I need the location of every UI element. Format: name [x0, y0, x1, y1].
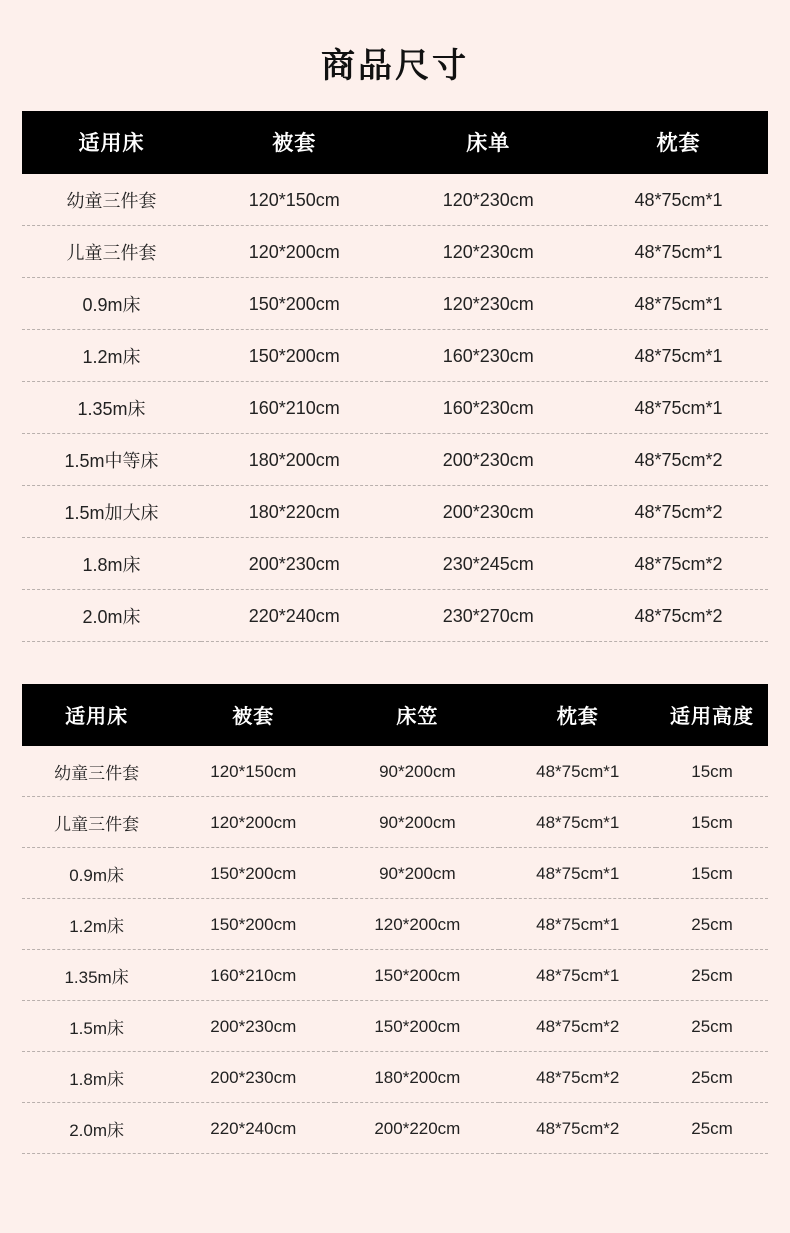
cell-quilt-cover: 150*200cm — [171, 848, 335, 899]
table-row — [22, 1001, 768, 1052]
table-row — [22, 848, 768, 899]
cell-quilt-cover: 180*200cm — [201, 434, 388, 486]
size-table-1-body — [22, 174, 768, 642]
cell-bed-type: 1.2m床 — [22, 330, 201, 382]
cell-quilt-cover: 150*200cm — [201, 330, 388, 382]
table-row — [22, 1052, 768, 1103]
cell-bed-type: 1.8m床 — [22, 1052, 171, 1103]
cell-quilt-cover: 200*230cm — [201, 538, 388, 590]
cell-applicable-height: 15cm — [656, 797, 768, 848]
cell-quilt-cover: 160*210cm — [201, 382, 388, 434]
table-row — [22, 174, 768, 226]
cell-bed-sheet: 120*230cm — [388, 174, 589, 226]
cell-pillowcase: 48*75cm*1 — [499, 797, 656, 848]
column-header-quilt-cover: 被套 — [201, 111, 388, 174]
cell-fitted-sheet: 180*200cm — [335, 1052, 499, 1103]
table-row — [22, 486, 768, 538]
size-table-1-head — [22, 111, 768, 174]
cell-bed-type: 儿童三件套 — [22, 226, 201, 278]
cell-pillowcase: 48*75cm*1 — [589, 174, 768, 226]
table-row — [22, 590, 768, 642]
table-row — [22, 278, 768, 330]
cell-applicable-height: 25cm — [656, 950, 768, 1001]
table-row — [22, 382, 768, 434]
table-row — [22, 226, 768, 278]
cell-quilt-cover: 200*230cm — [171, 1052, 335, 1103]
table-row — [22, 899, 768, 950]
cell-quilt-cover: 120*200cm — [171, 797, 335, 848]
cell-fitted-sheet: 150*200cm — [335, 1001, 499, 1052]
table-row — [22, 797, 768, 848]
cell-fitted-sheet: 90*200cm — [335, 848, 499, 899]
cell-pillowcase: 48*75cm*2 — [589, 538, 768, 590]
cell-pillowcase: 48*75cm*2 — [589, 590, 768, 642]
cell-bed-sheet: 160*230cm — [388, 330, 589, 382]
column-header-fitted-sheet: 床笠 — [335, 684, 499, 746]
cell-bed-type: 1.5m加大床 — [22, 486, 201, 538]
table-header-row — [22, 684, 768, 746]
cell-bed-sheet: 200*230cm — [388, 434, 589, 486]
cell-bed-type: 1.5m中等床 — [22, 434, 201, 486]
cell-bed-type: 1.8m床 — [22, 538, 201, 590]
cell-quilt-cover: 160*210cm — [171, 950, 335, 1001]
cell-bed-sheet: 120*230cm — [388, 226, 589, 278]
cell-bed-sheet: 230*245cm — [388, 538, 589, 590]
column-header-pillowcase: 枕套 — [589, 111, 768, 174]
column-header-applicable-height: 适用高度 — [656, 684, 768, 746]
cell-bed-type: 1.2m床 — [22, 899, 171, 950]
size-table-2-body — [22, 746, 768, 1154]
size-table-1-block — [22, 111, 768, 642]
page-title: 商品尺寸 — [321, 47, 469, 85]
column-header-pillowcase: 枕套 — [499, 684, 656, 746]
cell-fitted-sheet: 150*200cm — [335, 950, 499, 1001]
cell-pillowcase: 48*75cm*1 — [499, 848, 656, 899]
cell-quilt-cover: 120*150cm — [171, 746, 335, 797]
cell-fitted-sheet: 90*200cm — [335, 797, 499, 848]
column-header-bed-sheet: 床单 — [388, 111, 589, 174]
cell-quilt-cover: 120*200cm — [201, 226, 388, 278]
cell-pillowcase: 48*75cm*2 — [589, 434, 768, 486]
cell-quilt-cover: 150*200cm — [201, 278, 388, 330]
cell-fitted-sheet: 200*220cm — [335, 1103, 499, 1154]
cell-quilt-cover: 220*240cm — [171, 1103, 335, 1154]
table-row — [22, 538, 768, 590]
cell-applicable-height: 15cm — [656, 848, 768, 899]
cell-fitted-sheet: 120*200cm — [335, 899, 499, 950]
size-table-2-head — [22, 684, 768, 746]
table-row — [22, 1103, 768, 1154]
size-table-2 — [22, 684, 768, 1154]
cell-pillowcase: 48*75cm*2 — [589, 486, 768, 538]
cell-bed-type: 2.0m床 — [22, 590, 201, 642]
column-header-bed-type: 适用床 — [22, 111, 201, 174]
cell-pillowcase: 48*75cm*2 — [499, 1103, 656, 1154]
cell-bed-type: 幼童三件套 — [22, 174, 201, 226]
column-header-quilt-cover: 被套 — [171, 684, 335, 746]
cell-pillowcase: 48*75cm*1 — [499, 746, 656, 797]
cell-bed-sheet: 160*230cm — [388, 382, 589, 434]
cell-quilt-cover: 220*240cm — [201, 590, 388, 642]
cell-fitted-sheet: 90*200cm — [335, 746, 499, 797]
cell-bed-type: 1.35m床 — [22, 382, 201, 434]
cell-pillowcase: 48*75cm*1 — [499, 950, 656, 1001]
cell-pillowcase: 48*75cm*1 — [589, 382, 768, 434]
size-table-1 — [22, 111, 768, 642]
table-row — [22, 434, 768, 486]
cell-quilt-cover: 120*150cm — [201, 174, 388, 226]
cell-pillowcase: 48*75cm*2 — [499, 1001, 656, 1052]
table-row — [22, 330, 768, 382]
cell-bed-type: 儿童三件套 — [22, 797, 171, 848]
cell-bed-sheet: 200*230cm — [388, 486, 589, 538]
cell-applicable-height: 25cm — [656, 1103, 768, 1154]
column-header-bed-type: 适用床 — [22, 684, 171, 746]
cell-bed-type: 2.0m床 — [22, 1103, 171, 1154]
cell-quilt-cover: 200*230cm — [171, 1001, 335, 1052]
cell-applicable-height: 25cm — [656, 1001, 768, 1052]
cell-applicable-height: 15cm — [656, 746, 768, 797]
cell-bed-type: 0.9m床 — [22, 278, 201, 330]
cell-bed-type: 幼童三件套 — [22, 746, 171, 797]
cell-applicable-height: 25cm — [656, 1052, 768, 1103]
cell-pillowcase: 48*75cm*1 — [499, 899, 656, 950]
cell-quilt-cover: 180*220cm — [201, 486, 388, 538]
cell-pillowcase: 48*75cm*1 — [589, 226, 768, 278]
table-header-row — [22, 111, 768, 174]
size-table-2-block — [22, 684, 768, 1154]
cell-bed-sheet: 120*230cm — [388, 278, 589, 330]
cell-pillowcase: 48*75cm*2 — [499, 1052, 656, 1103]
table-row — [22, 950, 768, 1001]
cell-applicable-height: 25cm — [656, 899, 768, 950]
cell-pillowcase: 48*75cm*1 — [589, 330, 768, 382]
cell-bed-type: 1.35m床 — [22, 950, 171, 1001]
cell-pillowcase: 48*75cm*1 — [589, 278, 768, 330]
cell-quilt-cover: 150*200cm — [171, 899, 335, 950]
table-row — [22, 746, 768, 797]
cell-bed-sheet: 230*270cm — [388, 590, 589, 642]
cell-bed-type: 0.9m床 — [22, 848, 171, 899]
cell-bed-type: 1.5m床 — [22, 1001, 171, 1052]
